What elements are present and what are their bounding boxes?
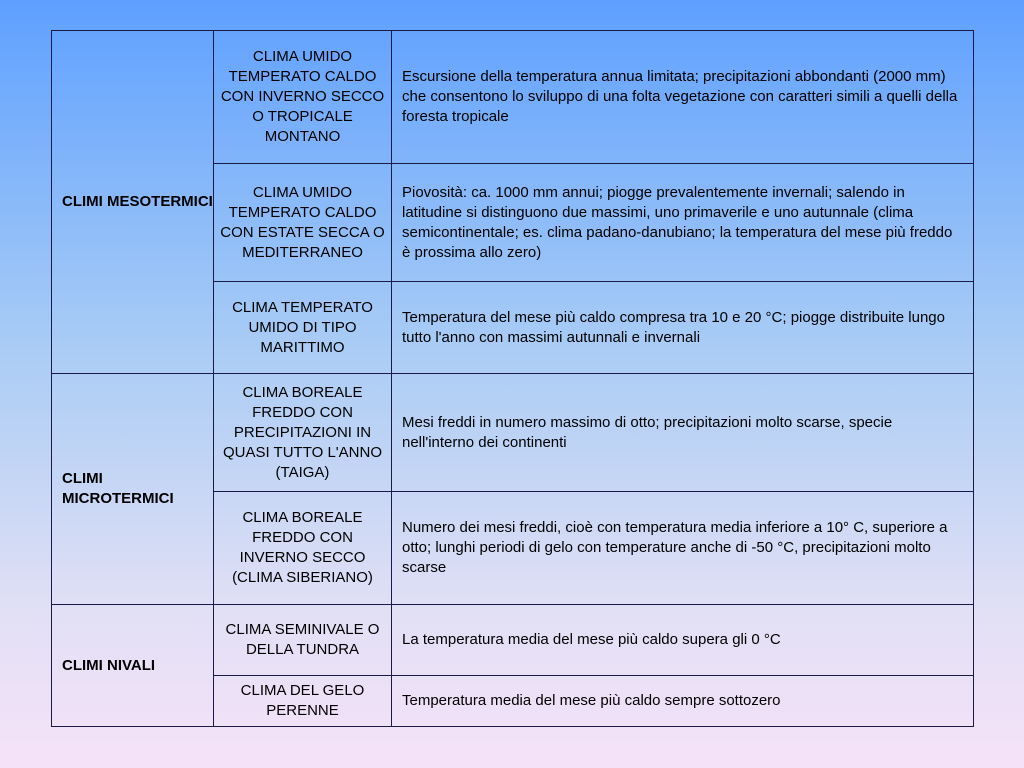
climate-type-cell: CLIMA TEMPERATO UMIDO DI TIPO MARITTIMO [214,282,392,374]
climate-description-cell: Piovosità: ca. 1000 mm annui; piogge prevalentemente invernali; salendo in latitudine si distinguono due massimi, uno primaverile e uno autunnale (clima semicontinentale; es. clima padano-danubiano; la temperatura del mese più freddo è prossima allo zero) [392,164,974,282]
climate-description-cell: Temperatura media del mese più caldo sempre sottozero [392,676,974,727]
climate-table [51,30,974,727]
climate-type-cell: CLIMA DEL GELO PERENNE [214,676,392,727]
group-label-mesotermici: CLIMI MESOTERMICI [52,31,214,374]
climate-type-cell: CLIMA BOREALE FREDDO CON INVERNO SECCO (CLIMA SIBERIANO) [214,492,392,605]
climate-description-cell: Numero dei mesi freddi, cioè con temperatura media inferiore a 10° C, superiore a otto; lunghi periodi di gelo con temperature anche di -50 °C, precipitazioni molto scarse [392,492,974,605]
climate-description-cell: La temperatura media del mese più caldo supera gli 0 °C [392,605,974,676]
climate-description-cell: Escursione della temperatura annua limitata; precipitazioni abbondanti (2000 mm) che consentono lo sviluppo di una folta vegetazione con caratteri simili a quelli della foresta tropicale [392,31,974,164]
climate-type-cell: CLIMA UMIDO TEMPERATO CALDO CON INVERNO SECCO O TROPICALE MONTANO [214,31,392,164]
table-row [52,605,974,676]
group-label-nivali: CLIMI NIVALI [52,605,214,727]
group-label-microtermici: CLIMI MICROTERMICI [52,374,214,605]
climate-type-cell: CLIMA BOREALE FREDDO CON PRECIPITAZIONI IN QUASI TUTTO L'ANNO (TAIGA) [214,374,392,492]
climate-type-cell: CLIMA UMIDO TEMPERATO CALDO CON ESTATE SECCA O MEDITERRANEO [214,164,392,282]
climate-type-cell: CLIMA SEMINIVALE O DELLA TUNDRA [214,605,392,676]
climate-description-cell: Temperatura del mese più caldo compresa tra 10 e 20 °C; piogge distribuite lungo tutto l'anno con massimi autunnali e invernali [392,282,974,374]
table-row [52,31,974,164]
table-row [52,374,974,492]
climate-description-cell: Mesi freddi in numero massimo di otto; precipitazioni molto scarse, specie nell'interno dei continenti [392,374,974,492]
